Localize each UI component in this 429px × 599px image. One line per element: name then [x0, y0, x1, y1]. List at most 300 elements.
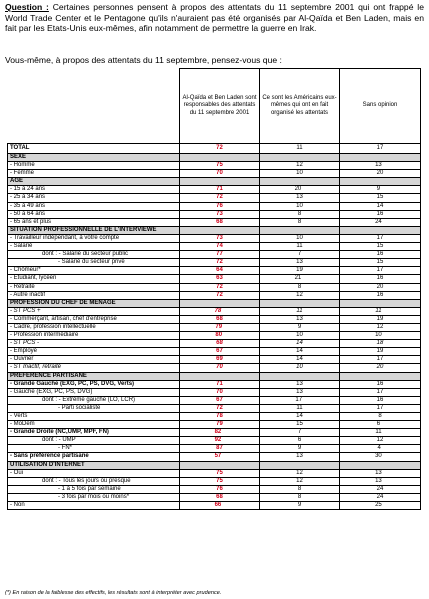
value-no-opinion [340, 218, 421, 226]
value-responsible [180, 234, 260, 242]
section-empty-cell [340, 226, 421, 234]
table-row [8, 243, 421, 251]
table-row [8, 380, 421, 388]
value-responsible [180, 144, 260, 154]
significance-marker: ** [301, 185, 305, 189]
footnote: (*) En raison de la faiblesse des effectifs, les résultats sont à interpréter avec prudence. [5, 590, 222, 596]
value-no-opinion [340, 283, 421, 291]
significance-marker: ** [381, 218, 385, 221]
value-americans [260, 307, 340, 315]
significance-marker: ** [380, 185, 384, 189]
value-americans [260, 477, 340, 485]
value-responsible [180, 396, 260, 404]
row-label: - ST PCS - [8, 340, 180, 348]
value-number: 57 [214, 453, 222, 460]
value-americans [260, 437, 340, 445]
value-responsible [180, 348, 260, 356]
value-no-opinion [340, 429, 421, 437]
section-empty-cell [260, 178, 340, 186]
value-number: 16 [376, 275, 384, 282]
value-number: 72 [216, 144, 223, 151]
value-number: 67 [216, 396, 223, 403]
value-number: 20 [376, 283, 384, 290]
value-no-opinion [340, 194, 421, 202]
value-responsible [180, 421, 260, 429]
value-number: 8 [297, 485, 302, 492]
row-label: - ST PCS + [8, 307, 180, 315]
value-americans [260, 275, 340, 283]
value-responsible [180, 251, 260, 259]
value-americans [260, 388, 340, 396]
value-number: 19 [376, 315, 384, 322]
value-number: 16 [376, 396, 384, 403]
value-number: 24 [375, 218, 382, 225]
value-number: 13 [296, 388, 303, 395]
value-responsible [180, 380, 260, 388]
value-no-opinion [340, 267, 421, 275]
value-responsible [180, 429, 260, 437]
value-number: 13 [296, 380, 303, 387]
value-number: 6 [297, 437, 302, 444]
value-number: 68 [216, 218, 223, 225]
value-americans [260, 380, 340, 388]
value-number: 12 [376, 437, 384, 444]
value-number: 13 [296, 315, 303, 322]
section-empty-cell [260, 299, 340, 307]
value-no-opinion [340, 364, 421, 372]
value-number: 71 [216, 380, 223, 387]
value-number: 13 [375, 162, 382, 169]
value-number: 9 [297, 445, 302, 452]
value-responsible [180, 502, 260, 510]
row-label: - Ouvrier [8, 356, 180, 364]
value-number: 8 [297, 210, 302, 217]
row-label: - 3 fois par mois ou moins* [8, 493, 180, 501]
significance-marker: ** [221, 307, 225, 310]
value-number: 14 [296, 356, 303, 363]
value-number: 8 [297, 493, 302, 500]
row-label: dont : - Salarié du secteur public [8, 251, 180, 259]
value-responsible [180, 210, 260, 218]
value-number: 21 [294, 275, 302, 282]
significance-marker: ** [221, 436, 225, 440]
table-row [8, 340, 421, 348]
value-number: 11 [296, 404, 303, 411]
table-row [8, 234, 421, 242]
value-responsible [180, 364, 260, 372]
value-number: 12 [376, 323, 384, 330]
table-row [8, 291, 421, 299]
value-no-opinion [340, 315, 421, 323]
table-row [8, 170, 421, 178]
row-label: - 15 à 24 ans [8, 186, 180, 194]
value-number: 92 [214, 437, 222, 444]
table-row [8, 251, 421, 259]
value-number: 10 [296, 234, 303, 241]
question-text [5, 2, 424, 34]
value-number: 10 [296, 170, 303, 177]
value-number: 17 [376, 404, 384, 411]
value-number: 12 [296, 162, 303, 169]
value-number: 12 [296, 291, 303, 298]
value-number: 80 [215, 332, 223, 339]
value-number: 8 [378, 413, 382, 419]
table-row [8, 275, 421, 283]
significance-marker: ** [221, 501, 225, 505]
value-number: 15 [376, 194, 384, 201]
value-number: 10 [296, 332, 303, 339]
section-label: SITUATION PROFESSIONNELLE DE L'INTERVIEWÉ [8, 226, 180, 234]
value-number: 16 [376, 210, 384, 217]
value-americans [260, 348, 340, 356]
value-number: 72 [216, 283, 223, 290]
value-no-opinion [340, 404, 421, 412]
table-row [8, 348, 421, 356]
value-responsible [180, 332, 260, 340]
value-no-opinion [340, 291, 421, 299]
section-empty-cell [260, 372, 340, 380]
value-americans [260, 332, 340, 340]
question-lead: Question : [5, 2, 49, 12]
value-americans [260, 144, 340, 154]
value-number: 20 [294, 186, 302, 193]
significance-marker: ** [381, 452, 385, 456]
section-empty-cell [180, 226, 260, 234]
value-americans [260, 323, 340, 331]
row-label: - 50 à 64 ans [8, 210, 180, 218]
value-number: 20 [376, 364, 384, 371]
value-americans [260, 396, 340, 404]
value-number: 79 [216, 421, 223, 428]
value-number: 10 [296, 364, 303, 371]
table-row [8, 485, 421, 493]
value-no-opinion [340, 259, 421, 267]
table-row [8, 356, 421, 364]
value-number: 11 [375, 307, 382, 314]
value-number: 72 [216, 404, 223, 411]
section-header-row [8, 299, 421, 307]
value-number: 79 [215, 323, 223, 330]
row-label: - 65 ans et plus [8, 218, 180, 226]
value-responsible [180, 275, 260, 283]
value-number: 70 [216, 170, 223, 177]
table-row [8, 493, 421, 501]
value-responsible [180, 469, 260, 477]
value-americans [260, 356, 340, 364]
significance-marker: ** [381, 331, 385, 335]
value-number: 68 [216, 340, 223, 347]
value-responsible [180, 170, 260, 178]
significance-marker: ** [381, 428, 385, 432]
table-row [8, 332, 421, 340]
value-number: 13 [296, 453, 303, 460]
value-no-opinion [340, 234, 421, 242]
significance-marker: * [380, 444, 383, 448]
value-no-opinion [340, 469, 421, 477]
section-empty-cell [340, 461, 421, 469]
value-number: 72 [216, 291, 223, 298]
table-row [8, 429, 421, 437]
table-row [8, 315, 421, 323]
value-number: 75 [216, 469, 223, 476]
row-label: - 35 à 49 ans [8, 202, 180, 210]
value-number: 68 [216, 493, 223, 500]
value-no-opinion [340, 453, 421, 461]
value-number: 72 [216, 194, 223, 201]
row-label: - Verts [8, 413, 180, 421]
question-body: Certaines personnes pensent à propos des attentats du 11 septembre 2001 qui ont frappé le World Trade Center et le Pentagone qu'ils n'auraient pas été organisés par Al-Qaïda et Ben Laden, mais en fait par les Etats-Unis eux-mêmes, afin notamment de permettre la guerre en Irak. [5, 2, 424, 34]
value-no-opinion [340, 202, 421, 210]
value-no-opinion [340, 413, 421, 421]
column-header-responsible: Al-Qaïda et Ben Laden sont responsables des attentats du 11 septembre 2001 [180, 69, 260, 144]
results-table [7, 68, 421, 510]
table-row [8, 210, 421, 218]
value-number: 75 [216, 477, 223, 484]
value-number: 75 [216, 162, 223, 169]
section-empty-cell [180, 299, 260, 307]
section-label: SEXE [8, 154, 180, 162]
table-row [8, 323, 421, 331]
value-no-opinion [340, 388, 421, 396]
value-no-opinion [340, 348, 421, 356]
section-empty-cell [180, 461, 260, 469]
value-responsible [180, 315, 260, 323]
table-row [8, 396, 421, 404]
value-number: 15 [376, 243, 384, 250]
value-number: 78 [216, 413, 223, 419]
value-number: 78 [214, 307, 222, 314]
table-row [8, 259, 421, 267]
value-americans [260, 243, 340, 251]
value-americans [260, 234, 340, 242]
value-responsible [180, 218, 260, 226]
total-row [8, 144, 421, 154]
value-number: 24 [376, 485, 384, 492]
row-label: dont : - Extrême gauche (LO, LCR) [8, 396, 180, 404]
value-number: 74 [216, 243, 223, 250]
value-number: 66 [214, 502, 222, 509]
value-number: 8 [297, 218, 302, 225]
value-number: 9 [297, 323, 302, 330]
value-responsible [180, 307, 260, 315]
value-responsible [180, 283, 260, 291]
value-no-opinion [340, 162, 421, 170]
table-row [8, 469, 421, 477]
value-americans [260, 469, 340, 477]
significance-marker: ** [301, 274, 305, 278]
value-no-opinion [340, 340, 421, 348]
section-label: PROFESSION DU CHEF DE MÉNAGE [8, 299, 180, 307]
table-row [8, 445, 421, 453]
value-number: 15 [376, 259, 384, 266]
question-prompt: Vous-même, à propos des attentats du 11 septembre, pensez-vous que : [5, 55, 282, 65]
row-label: - Travailleur indépendant, à votre compte [8, 234, 180, 242]
table-row [8, 194, 421, 202]
value-responsible [180, 437, 260, 445]
value-number: 70 [216, 388, 223, 395]
value-no-opinion [340, 396, 421, 404]
value-responsible [180, 493, 260, 501]
value-americans [260, 485, 340, 493]
value-americans [260, 445, 340, 453]
value-number: 4 [377, 445, 381, 452]
section-header-row [8, 154, 421, 162]
value-number: 16 [376, 380, 384, 387]
value-americans [260, 291, 340, 299]
table-row [8, 267, 421, 275]
value-no-opinion [340, 307, 421, 315]
value-number: 10 [296, 202, 303, 209]
row-label: - Parti socialiste [8, 404, 180, 412]
row-label: - Salarié du secteur privé [8, 259, 180, 267]
value-no-opinion [340, 437, 421, 445]
significance-marker: * [222, 331, 224, 335]
value-number: 70 [216, 364, 223, 371]
significance-marker: ** [381, 477, 385, 480]
value-no-opinion [340, 275, 421, 283]
value-no-opinion [340, 144, 421, 154]
value-americans [260, 170, 340, 178]
value-no-opinion [340, 485, 421, 493]
section-empty-cell [180, 154, 260, 162]
value-number: 6 [376, 421, 381, 428]
value-number: 14 [296, 348, 303, 355]
value-number: 76 [216, 485, 223, 492]
value-number: 17 [376, 356, 384, 363]
value-responsible [180, 485, 260, 493]
value-americans [260, 202, 340, 210]
value-number: 16 [376, 291, 384, 298]
row-label: - Profession intermédiaire [8, 332, 180, 340]
value-responsible [180, 186, 260, 194]
value-number: 77 [216, 251, 223, 258]
value-responsible [180, 323, 260, 331]
row-label: - Salarié [8, 243, 180, 251]
table-row [8, 404, 421, 412]
value-number: 19 [376, 348, 384, 355]
row-label: - Employé [8, 348, 180, 356]
significance-marker: ** [381, 469, 385, 472]
column-header-row [8, 69, 421, 144]
value-no-opinion [340, 210, 421, 218]
value-responsible [180, 202, 260, 210]
value-number: 14 [376, 202, 384, 209]
value-responsible [180, 243, 260, 251]
value-responsible [180, 477, 260, 485]
value-americans [260, 210, 340, 218]
section-label: PRÉFÉRENCE PARTISANE [8, 372, 180, 380]
table-row [8, 307, 421, 315]
significance-marker: ** [381, 161, 385, 165]
value-no-opinion [340, 323, 421, 331]
value-number: 9 [376, 186, 381, 193]
value-responsible [180, 356, 260, 364]
value-number: 76 [216, 202, 223, 209]
section-empty-cell [340, 154, 421, 162]
table-row [8, 388, 421, 396]
value-no-opinion [340, 502, 421, 510]
value-responsible [180, 388, 260, 396]
value-responsible [180, 453, 260, 461]
value-no-opinion [340, 170, 421, 178]
value-number: 71 [216, 186, 223, 193]
section-empty-cell [260, 226, 340, 234]
value-number: 73 [216, 234, 223, 241]
row-label: - Oui [8, 469, 180, 477]
value-no-opinion [340, 477, 421, 485]
significance-marker: * [222, 323, 224, 326]
section-empty-cell [340, 372, 421, 380]
value-responsible [180, 340, 260, 348]
row-label: - 25 à 34 ans [8, 194, 180, 202]
row-label: - Etudiant, lycéen [8, 275, 180, 283]
row-label: - Homme [8, 162, 180, 170]
value-number: 12 [296, 469, 303, 476]
value-americans [260, 267, 340, 275]
row-label: - Commerçant, artisan, chef d'entreprise [8, 315, 180, 323]
value-no-opinion [340, 356, 421, 364]
value-responsible [180, 404, 260, 412]
column-header-no-opinion: Sans opinion [340, 69, 421, 144]
value-number: 13 [375, 469, 382, 476]
value-responsible [180, 291, 260, 299]
value-number: 69 [216, 356, 223, 363]
value-number: 7 [297, 429, 302, 436]
value-responsible [180, 267, 260, 275]
table-row [8, 453, 421, 461]
row-label: dont : - UMP [8, 437, 180, 445]
value-responsible [180, 162, 260, 170]
section-header-row [8, 372, 421, 380]
row-label: - Grande Gauche (EXG, PC, PS, DVG, Verts) [8, 380, 180, 388]
value-americans [260, 493, 340, 501]
value-number: 63 [216, 275, 223, 282]
value-number: 17 [376, 234, 384, 241]
value-americans [260, 404, 340, 412]
significance-marker: ** [381, 307, 385, 310]
section-empty-cell [340, 299, 421, 307]
row-label: dont : - Tous les jours ou presque [8, 477, 180, 485]
value-number: 17 [376, 144, 384, 151]
value-number: 13 [375, 477, 382, 484]
value-responsible [180, 413, 260, 421]
table-row [8, 477, 421, 485]
value-number: 15 [296, 421, 303, 428]
section-header-row [8, 461, 421, 469]
value-number: 72 [216, 259, 223, 266]
value-no-opinion [340, 380, 421, 388]
section-empty-cell [180, 178, 260, 186]
table-row [8, 202, 421, 210]
section-label: AGE [8, 178, 180, 186]
value-americans [260, 218, 340, 226]
row-label: - Sans préférence partisane [8, 453, 180, 461]
table-row [8, 162, 421, 170]
value-number: 19 [296, 267, 303, 274]
value-number: 24 [376, 493, 384, 500]
row-label: - Grande Droite (NC,UMP, MPF, FN) [8, 429, 180, 437]
section-empty-cell [340, 178, 421, 186]
value-americans [260, 340, 340, 348]
value-number: 11 [296, 243, 303, 250]
row-label: - ST Inactif, retraité [8, 364, 180, 372]
value-americans [260, 421, 340, 429]
value-number: 87 [216, 445, 223, 452]
row-label: - MoDem [8, 421, 180, 429]
value-number: 14 [296, 413, 303, 419]
value-number: 82 [214, 429, 222, 436]
value-number: 17 [376, 267, 384, 274]
